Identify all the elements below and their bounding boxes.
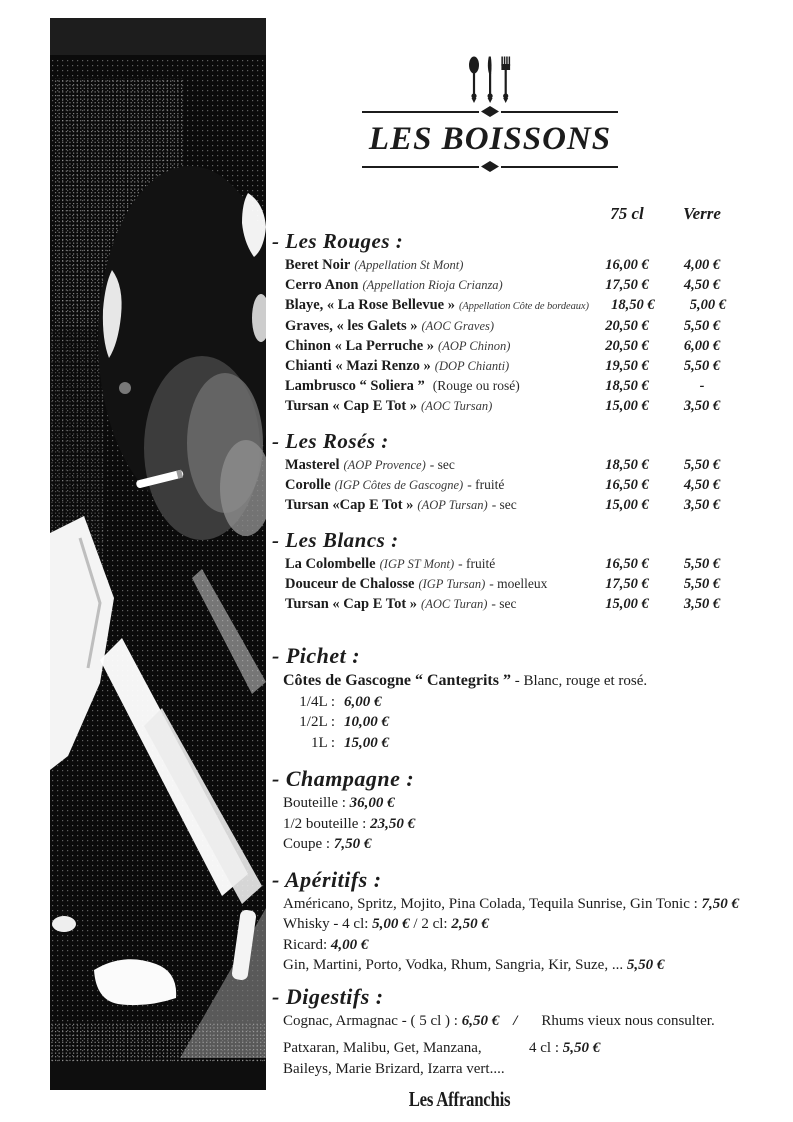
digestif-list (283, 1038, 519, 1079)
pichet-intro (283, 671, 757, 692)
noir-portrait-illustration (50, 18, 266, 1090)
section-title: - Les Rouges : (272, 229, 404, 253)
digestif-list-line: Baileys, Marie Brizard, Izarra vert.... (283, 1060, 505, 1077)
column-header-75cl: 75 cl (610, 204, 644, 223)
digestif-size-label: 4 cl : (529, 1040, 563, 1056)
price-verre: 5,50 € (683, 457, 721, 473)
wine-row (285, 255, 757, 275)
wine-appellation: (Appellation St Mont) (354, 258, 464, 272)
digestif-price: 5,50 € (562, 1040, 601, 1056)
price-verre: 3,50 € (683, 596, 721, 612)
price-75cl: 20,50 € (605, 318, 649, 334)
wine-name: La Colombelle (285, 556, 376, 572)
section-title: - Les Rosés : (272, 429, 389, 453)
price-verre: 5,00 € (689, 297, 726, 313)
wine-appellation: (AOC Tursan) (421, 399, 493, 413)
digestif-list-line: Patxaran, Malibu, Get, Manzana, (283, 1040, 482, 1056)
wine-appellation: (IGP ST Mont) (379, 557, 455, 571)
digestif-price: 6,50 € (461, 1012, 500, 1029)
wine-row (285, 594, 757, 614)
diamond-icon (481, 161, 499, 172)
digestif-side-price (529, 1038, 600, 1079)
pichet-row (283, 712, 757, 733)
wine-appellation: (DOP Chianti) (434, 359, 510, 373)
diamond-icon (481, 106, 499, 117)
price-75cl: 17,50 € (605, 277, 649, 293)
champagne-label: Coupe : (283, 836, 334, 852)
page-title: LES BOISSONS (368, 121, 612, 157)
aperitif-line (283, 935, 757, 956)
pichet-price: 6,00 € (344, 693, 382, 710)
wine-name: Douceur de Chalosse (285, 576, 415, 592)
wine-desc: - sec (429, 457, 455, 472)
wine-row (285, 396, 757, 416)
aperitif-text: Ricard: (283, 936, 331, 953)
separator: - (510, 673, 524, 689)
wine-row (285, 275, 757, 295)
pichet-size-label: 1/2L : (299, 714, 335, 730)
aperitif-text: Gin, Martini, Porto, Vodka, Rhum, Sangria, Kir, Suze, ... (283, 957, 627, 973)
pichet-row (283, 733, 757, 754)
price-75cl: 20,50 € (605, 338, 649, 354)
price-verre: 5,50 € (683, 556, 721, 572)
wine-name: Chianti « Mazi Renzo » (285, 358, 431, 374)
price-75cl: 16,50 € (605, 477, 649, 493)
price-75cl: 19,50 € (605, 358, 649, 374)
price-75cl: 18,50 € (611, 297, 655, 313)
price-verre: 3,50 € (683, 398, 721, 414)
pichet-wine-name: Côtes de Gascogne “ Cantegrits ” (283, 672, 511, 689)
wine-appellation: (AOC Turan) (421, 597, 488, 611)
aperitif-price: 2,50 € (451, 916, 489, 932)
section-digestifs (270, 983, 757, 1080)
aperitif-line (283, 914, 757, 935)
section-champagne (270, 765, 757, 855)
wine-desc: - fruité (458, 556, 496, 571)
champagne-price: 23,50 € (370, 815, 416, 832)
divider-line (501, 111, 618, 113)
wine-name: Tursan «Cap E Tot » (285, 497, 414, 513)
section-title: - Pichet : (272, 643, 361, 668)
pichet-size-label: 1/4L : (299, 693, 335, 710)
pichet-price: 10,00 € (344, 714, 389, 730)
champagne-row (283, 814, 757, 835)
column-headers (270, 203, 757, 224)
wine-name: Blaye, « La Rose Bellevue » (285, 297, 455, 313)
wine-appellation: (AOP Tursan) (417, 498, 488, 512)
price-75cl: 16,00 € (605, 257, 649, 273)
champagne-row (283, 834, 757, 855)
digestif-line (283, 1011, 757, 1032)
price-75cl: 18,50 € (605, 378, 649, 394)
champagne-price: 36,00 € (349, 795, 395, 811)
separator: / (513, 1012, 518, 1029)
aperitif-price: 5,50 € (626, 957, 665, 973)
price-75cl: 15,00 € (605, 497, 649, 513)
wine-desc: - sec (491, 596, 517, 611)
aperitif-text: / 2 cl: (409, 916, 452, 932)
wine-row (285, 574, 757, 594)
wine-appellation: (IGP Côtes de Gascogne) (334, 478, 464, 492)
price-75cl: 17,50 € (605, 576, 649, 592)
section-pichet (270, 641, 757, 753)
wine-appellation: (IGP Tursan) (418, 577, 486, 591)
wine-row (285, 475, 757, 495)
pichet-size-label: 1L : (310, 734, 335, 751)
aperitif-text: Whisky - 4 cl: (283, 916, 373, 932)
wine-name: Tursan « Cap E Tot » (285, 596, 418, 612)
wine-row (285, 316, 757, 336)
price-verre: 5,50 € (683, 576, 721, 592)
price-verre: 3,50 € (683, 497, 721, 513)
aperitif-price: 4,00 € (330, 936, 369, 953)
section-title: - Digestifs : (272, 983, 384, 1009)
divider-line (501, 166, 618, 168)
wine-row (285, 554, 757, 574)
pichet-price: 15,00 € (344, 734, 389, 751)
champagne-row (283, 793, 757, 814)
aperitif-text: Américano, Spritz, Mojito, Pina Colada, Tequila Sunrise, Gin Tonic : (283, 895, 702, 912)
wine-name: Graves, « les Galets » (285, 318, 418, 334)
wine-appellation: (AOP Provence) (343, 458, 426, 472)
champagne-label: 1/2 bouteille : (283, 815, 371, 832)
wine-name: Beret Noir (285, 257, 351, 273)
price-verre: 4,00 € (683, 257, 721, 273)
price-verre: 5,50 € (683, 358, 721, 374)
section-title: - Apéritifs : (272, 866, 382, 892)
section-les-blancs (270, 528, 757, 614)
wine-desc: - sec (491, 497, 517, 512)
price-verre: 5,50 € (683, 318, 721, 334)
section-title: - Champagne : (272, 766, 415, 791)
aperitif-line (283, 955, 757, 976)
price-verre: - (699, 378, 705, 394)
aperitif-price: 5,00 € (372, 916, 410, 932)
divider-line (362, 111, 479, 113)
menu-content (270, 0, 757, 1112)
price-verre: 4,50 € (683, 477, 721, 493)
price-verre: 4,50 € (683, 277, 721, 293)
wine-desc: - fruité (467, 477, 505, 492)
wine-appellation: (AOC Graves) (421, 319, 495, 333)
utensils-icon (463, 56, 517, 104)
wine-desc: (Rouge ou rosé) (432, 378, 520, 393)
wine-name: Corolle (285, 477, 331, 493)
digestif-text: Cognac, Armagnac - ( 5 cl ) : (283, 1012, 462, 1029)
price-75cl: 16,50 € (605, 556, 649, 572)
wine-row (285, 455, 757, 475)
divider-bottom (362, 161, 618, 172)
wine-row (285, 495, 757, 515)
digestif-note: Rhums vieux nous consulter. (541, 1012, 715, 1029)
footer-brand (216, 1087, 703, 1112)
section-les-roses (270, 429, 757, 515)
noir-portrait-photo (50, 18, 266, 1090)
wine-name: Masterel (285, 457, 340, 473)
wine-appellation: (Appellation Rioja Crianza) (362, 278, 503, 292)
wine-row (285, 336, 757, 356)
wine-appellation: (AOP Chinon) (438, 339, 511, 353)
wine-name: Chinon « La Perruche » (285, 338, 435, 354)
wine-name: Cerro Anon (285, 277, 359, 293)
divider-top (362, 106, 618, 117)
column-header-verre: Verre (683, 204, 721, 223)
digestif-list-block (283, 1038, 757, 1079)
pichet-intro-desc: Blanc, rouge et rosé. (523, 673, 648, 689)
section-aperitifs (270, 866, 757, 976)
champagne-label: Bouteille : (283, 795, 350, 811)
wine-row (285, 376, 757, 396)
section-title: - Les Blancs : (272, 528, 399, 552)
price-75cl: 18,50 € (605, 457, 649, 473)
wine-name: Tursan « Cap E Tot » (285, 398, 418, 414)
wine-desc: - moelleux (489, 576, 548, 591)
price-75cl: 15,00 € (605, 398, 649, 414)
wine-name: Lambrusco “ Soliera ” (285, 378, 425, 394)
menu-header (362, 56, 618, 172)
wine-row (285, 295, 757, 316)
wine-appellation: (Appellation Côte de bordeaux) (458, 301, 589, 312)
restaurant-name: Les Affranchis (408, 1087, 511, 1111)
wine-row (285, 356, 757, 376)
pichet-row (283, 692, 757, 713)
section-les-rouges (270, 229, 757, 416)
aperitif-line (283, 894, 757, 915)
price-verre: 6,00 € (683, 338, 721, 354)
aperitif-price: 7,50 € (701, 895, 740, 912)
divider-line (362, 166, 479, 168)
price-75cl: 15,00 € (605, 596, 649, 612)
champagne-price: 7,50 € (333, 836, 372, 852)
